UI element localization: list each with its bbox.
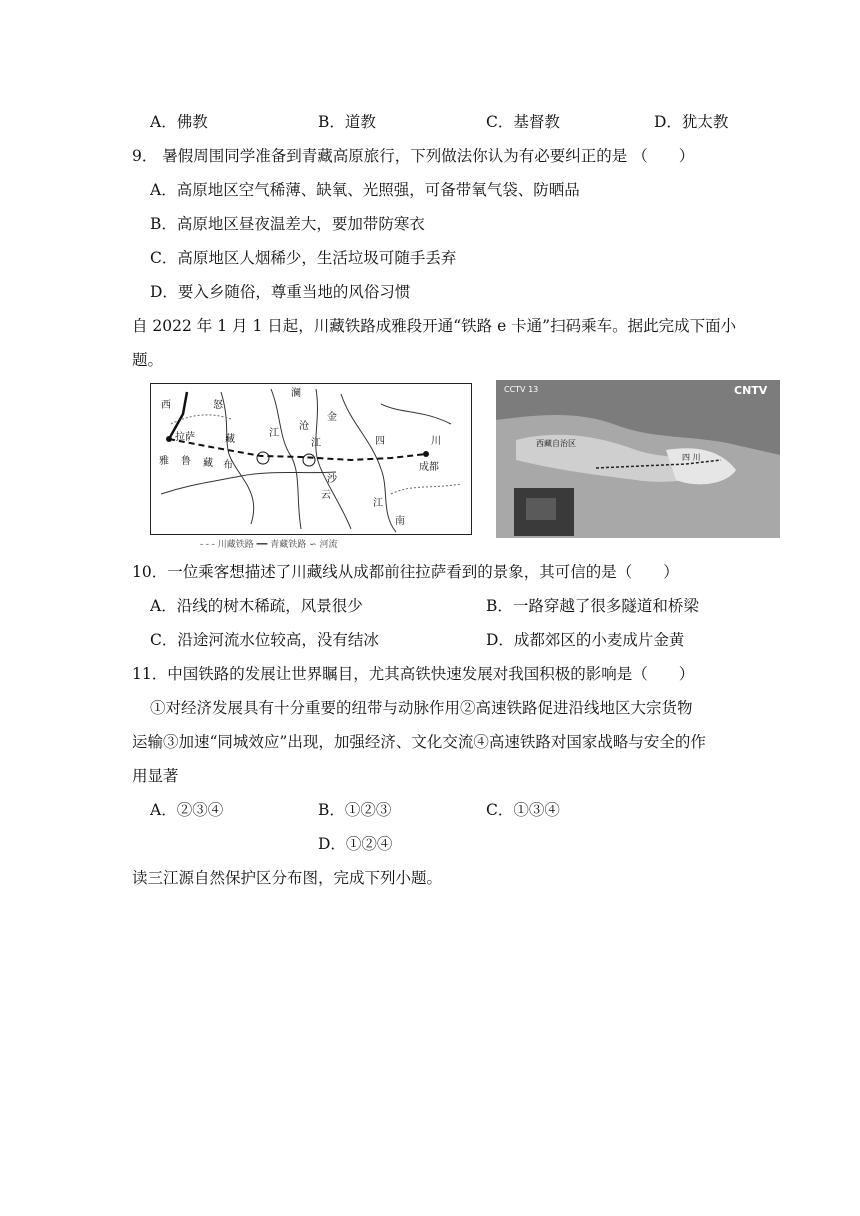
q11-option-c: C．①③④ bbox=[486, 801, 560, 819]
q8-option-c: C．基督教 bbox=[486, 113, 560, 131]
q9-option-d: D．要入乡随俗，尊重当地的风俗习惯 bbox=[150, 283, 411, 301]
lhasa-marker bbox=[166, 436, 172, 442]
q8-option-b: B．道教 bbox=[318, 113, 376, 131]
q9-option-a: A．高原地区空气稀薄、缺氧、光照强，可备带氧气袋、防晒品 bbox=[150, 181, 580, 199]
map-label-lu: 鲁 bbox=[181, 456, 191, 467]
q10-option-b: B．一路穿越了很多隧道和桥梁 bbox=[486, 597, 699, 615]
rail-intro-line2: 题。 bbox=[132, 351, 164, 369]
map-label-cang: 沧 bbox=[299, 421, 309, 432]
map-label-ya: 雅 bbox=[159, 456, 169, 467]
map-label-sha: 沙 bbox=[327, 474, 337, 485]
q11-option-a: A．②③④ bbox=[150, 801, 224, 819]
q9-option-b: B．高原地区昼夜温差大，要加带防寒衣 bbox=[150, 215, 425, 233]
sichuan-tibet-railway bbox=[169, 439, 426, 460]
map-label-si: 四 bbox=[375, 436, 385, 447]
river-line bbox=[161, 472, 336, 494]
crossing-circle bbox=[303, 454, 315, 466]
q11-body-line3: 用显著 bbox=[132, 767, 179, 785]
map-label-xi: 西 bbox=[161, 400, 171, 411]
crossing-circle bbox=[257, 452, 269, 464]
map-label-nan: 南 bbox=[395, 516, 405, 527]
river-line bbox=[381, 404, 451, 424]
q9-option-c: C．高原地区人烟稀少，生活垃圾可随手丢弃 bbox=[150, 249, 457, 267]
map-label-jin: 金 bbox=[327, 412, 337, 423]
map-label-yun: 云 bbox=[321, 490, 331, 501]
q10-option-c: C．沿途河流水位较高，没有结冰 bbox=[150, 631, 379, 649]
q11-body-line2: 运输③加速“同城效应”出现，加强经济、文化交流④高速铁路对国家战略与安全的作 bbox=[132, 733, 706, 751]
map-label-chuan: 川 bbox=[431, 436, 441, 447]
river-line bbox=[341, 394, 396, 532]
channel-left: CCTV 13 bbox=[504, 385, 539, 394]
q8-option-a: A．佛教 bbox=[150, 113, 208, 131]
map-legend: - - - 川藏铁路 ━━ 青藏铁路 ∽ 河流 bbox=[200, 540, 338, 550]
channel-right: CNTV bbox=[734, 384, 768, 397]
river-line bbox=[271, 389, 301, 529]
map-label-nu: 怒 bbox=[213, 400, 223, 411]
rail-intro-line1: 自 2022 年 1 月 1 日起，川藏铁路成雅段开通“铁路 e 卡通”扫码乘车。据此完成下面小 bbox=[132, 317, 737, 335]
q11-option-b: B．①②③ bbox=[318, 801, 392, 819]
map-label-jiang3: 江 bbox=[373, 498, 383, 509]
q10-stem: 10．一位乘客想描述了川藏线从成都前往拉萨看到的景象，其可信的是（ ） bbox=[132, 563, 679, 581]
map-label-zang: 藏 bbox=[225, 434, 235, 445]
q11-body-line1: ①对经济发展具有十分重要的纽带与动脉作用②高速铁路促进沿线地区大宗货物 bbox=[150, 699, 693, 717]
q11-option-d: D．①②④ bbox=[318, 835, 393, 853]
map-label-lan: 澜 bbox=[291, 388, 301, 399]
sichuan-tibet-railway-map bbox=[150, 383, 472, 535]
q9-stem: 9． 暑假周围同学准备到青藏高原旅行，下列做法你认为有必要纠正的是 （ ） bbox=[132, 147, 695, 165]
river-line bbox=[221, 392, 254, 524]
map-label-jiang2: 江 bbox=[311, 438, 321, 449]
q8-option-d: D．犹太教 bbox=[654, 113, 729, 131]
border-line bbox=[391, 484, 461, 494]
q10-option-a: A．沿线的树木稀疏，风景很少 bbox=[150, 597, 363, 615]
cctv-map-photo bbox=[496, 380, 780, 538]
map-label-zang2: 藏 bbox=[203, 458, 213, 469]
map-label-chengdu: 成都 bbox=[419, 462, 439, 473]
chengdu-marker bbox=[423, 451, 429, 457]
map-label-bu: 布 bbox=[223, 460, 233, 471]
map-label-jiang1: 江 bbox=[269, 428, 279, 439]
q11-stem: 11．中国铁路的发展让世界瞩目，尤其高铁快速发展对我国积极的影响是（ ） bbox=[132, 665, 695, 683]
map-label-lasa: 拉萨 bbox=[175, 432, 195, 443]
photo-province: 四 川 bbox=[682, 453, 701, 462]
sanjiangyuan-intro: 读三江源自然保护区分布图，完成下列小题。 bbox=[132, 869, 443, 887]
q10-option-d: D．成都郊区的小麦成片金黄 bbox=[486, 631, 685, 649]
photo-region: 西藏自治区 bbox=[536, 439, 576, 448]
